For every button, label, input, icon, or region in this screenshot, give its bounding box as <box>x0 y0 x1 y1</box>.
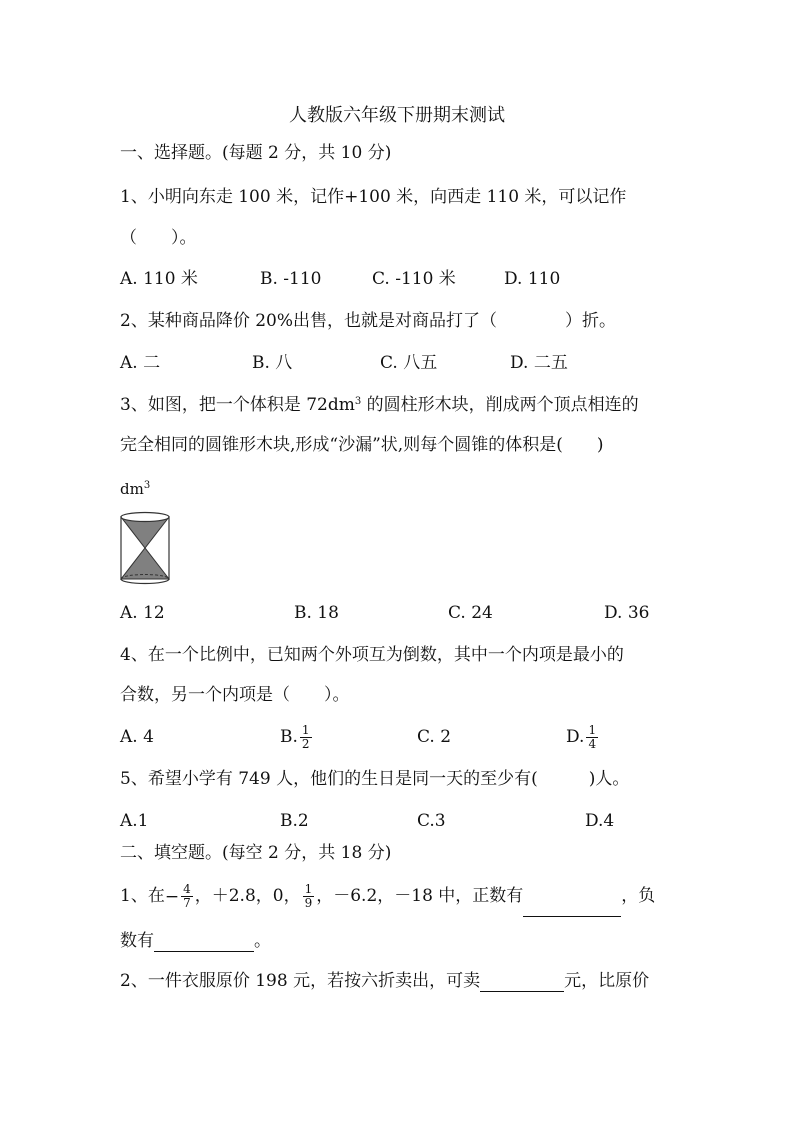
q5-text: 5、希望小学有 749 人，他们的生日是同一天的至少有( )人。 <box>120 769 630 789</box>
q1-option-a: A. 110 米 <box>120 269 198 289</box>
q3-unit <box>120 478 150 500</box>
q3-option-c: C. 24 <box>448 603 493 623</box>
f2-part1: 2、一件衣服原价 198 元，若按六折卖出，可卖 <box>120 971 481 991</box>
q5-option-b: B.2 <box>280 811 309 831</box>
f1-fraction-1-numerator: 4 <box>183 882 191 896</box>
q3-superscript: 3 <box>354 396 362 407</box>
q1-text-cont: （ ）。 <box>120 228 197 248</box>
f1-fraction-2 <box>303 883 315 910</box>
q4-option-d <box>566 718 600 756</box>
q4-option-d-denominator: 4 <box>588 737 597 751</box>
f1-line2-a: 数有 <box>120 931 154 951</box>
f1-answer-blank-2[interactable] <box>154 933 254 952</box>
f2-text <box>120 970 649 992</box>
page-title: 人教版六年级下册期末测试 <box>289 105 505 126</box>
f1-tail: ，负 <box>621 886 656 906</box>
q3-option-d: D. 36 <box>604 603 650 623</box>
q4-option-d-fraction <box>586 724 598 751</box>
q3-option-b: B. 18 <box>294 603 339 623</box>
q4-text: 4、在一个比例中，已知两个外项互为倒数，其中一个内项是最小的 <box>120 645 624 665</box>
q4-option-b-numerator: 1 <box>301 723 310 737</box>
f1-mid: ，＋2.8，0， <box>194 886 301 906</box>
f1-minus: − <box>164 886 180 907</box>
q3-unit-superscript: 3 <box>143 480 151 491</box>
q5-option-c: C.3 <box>417 811 446 831</box>
q4-text-cont: 合数，另一个内项是（ ）。 <box>120 685 350 705</box>
section2-heading: 二、填空题。(每空 2 分，共 18 分) <box>120 843 392 863</box>
f1-fraction-1-denominator: 7 <box>183 896 191 910</box>
q5-option-d: D.4 <box>585 811 615 831</box>
f1-line2-b: 。 <box>254 931 271 951</box>
f1-text <box>120 876 655 917</box>
q1-text: 1、小明向东走 100 米，记作+100 米，向西走 110 米，可以记作 <box>120 187 627 207</box>
q4-option-b <box>280 718 314 756</box>
q3-text <box>120 394 639 416</box>
f1-rest: ，－6.2，－18 中，正数有 <box>316 886 524 906</box>
q1-option-b: B. -110 <box>260 269 322 289</box>
f1-answer-blank-1[interactable] <box>523 898 621 917</box>
q3-text-cont: 完全相同的圆锥形木块,形成“沙漏”状,则每个圆锥的体积是( ) <box>120 435 604 455</box>
q4-option-b-fraction <box>300 724 312 751</box>
f2-part2: 元，比原价 <box>564 971 650 991</box>
q2-text: 2、某种商品降价 20%出售，也就是对商品打了（ ）折。 <box>120 311 617 331</box>
f1-fraction-2-denominator: 9 <box>304 896 313 910</box>
section1-heading: 一、选择题。(每题 2 分，共 10 分) <box>120 143 392 163</box>
q4-option-d-numerator: 1 <box>588 723 597 737</box>
q4-option-d-label: D. <box>566 727 585 747</box>
q5-option-a: A.1 <box>120 811 149 831</box>
q2-option-c: C. 八五 <box>380 353 438 373</box>
f1-text-cont <box>120 930 271 952</box>
q2-option-d: D. 二五 <box>510 353 568 373</box>
f1-prefix: 1、在 <box>120 886 165 906</box>
q4-option-b-label: B. <box>280 727 298 747</box>
q2-option-a: A. 二 <box>120 353 161 373</box>
f1-fraction-1 <box>181 883 193 910</box>
q3-unit-text: dm <box>120 480 144 498</box>
q2-option-b: B. 八 <box>252 353 293 373</box>
q4-option-b-denominator: 2 <box>301 737 310 751</box>
q3-text-b: 的圆柱形木块，削成两个顶点相连的 <box>361 395 639 415</box>
f2-answer-blank[interactable] <box>480 973 564 992</box>
q1-option-d: D. 110 <box>504 269 561 289</box>
q3-option-a: A. 12 <box>120 603 165 623</box>
hourglass-cylinder-figure <box>116 510 174 586</box>
q3-text-a: 3、如图，把一个体积是 72dm <box>120 395 355 415</box>
f1-fraction-2-numerator: 1 <box>304 882 313 896</box>
q1-option-c: C. -110 米 <box>372 269 456 289</box>
q4-option-c: C. 2 <box>417 727 452 747</box>
q4-option-a: A. 4 <box>120 727 154 747</box>
